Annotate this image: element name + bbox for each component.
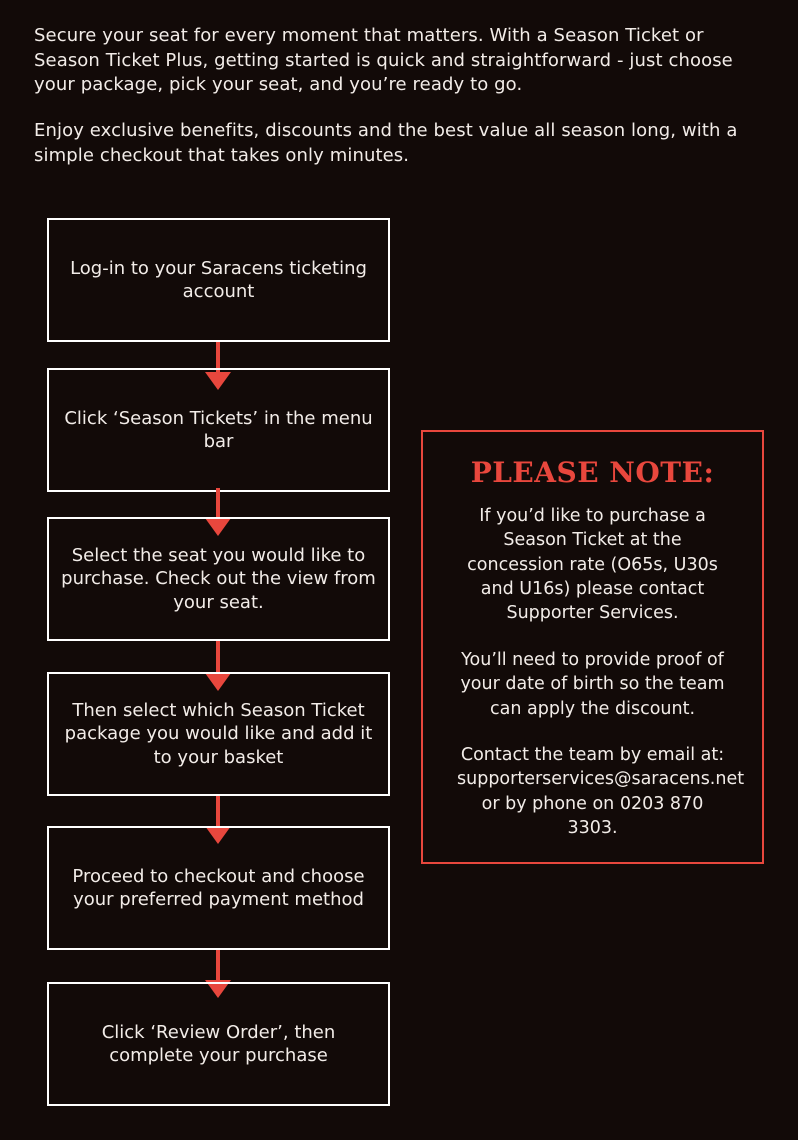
flow-step-select-package <box>47 672 390 796</box>
flow-step-text: Click ‘Review Order’, then complete your purchase <box>101 1021 336 1066</box>
flow-step-login <box>47 218 390 342</box>
flow-step-text: Proceed to checkout and choose your preferred payment method <box>72 865 365 910</box>
flow-step-select-seat <box>47 517 390 641</box>
flow-step-season-tickets-menu <box>47 368 390 492</box>
please-note-box <box>421 430 764 864</box>
flow-step-text: Select the seat you would like to purchase. Check out the view from your seat. <box>61 544 376 613</box>
intro-paragraph-1: Secure your seat for every moment that matters. With a Season Ticket or Season Ticket Plus, getting started is quick and straightforward - just choose your package, pick your seat, and you’re ready to go. <box>34 25 733 95</box>
flow-step-text: Click ‘Season Tickets’ in the menu bar <box>64 407 373 452</box>
note-title: PLEASE NOTE: <box>470 456 715 489</box>
flow-step-text: Then select which Season Ticket package you would like and add it to your basket <box>64 699 373 768</box>
intro-paragraph-2: Enjoy exclusive benefits, discounts and the best value all season long, with a simple checkout that takes only minutes. <box>34 120 738 166</box>
flow-step-checkout <box>47 826 390 950</box>
note-paragraph-contact: Contact the team by email at: supporterservices@saracens.net or by phone on 0203 870 3303. <box>457 745 745 838</box>
note-paragraph-concession: If you’d like to purchase a Season Ticket at the concession rate (O65s, U30s and U16s) please contact Supporter Services. <box>467 506 718 624</box>
note-paragraph-proof: You’ll need to provide proof of your date of birth so the team can apply the discount. <box>460 650 725 719</box>
flow-step-review-order <box>47 982 390 1106</box>
flow-step-text: Log-in to your Saracens ticketing account <box>70 257 367 302</box>
